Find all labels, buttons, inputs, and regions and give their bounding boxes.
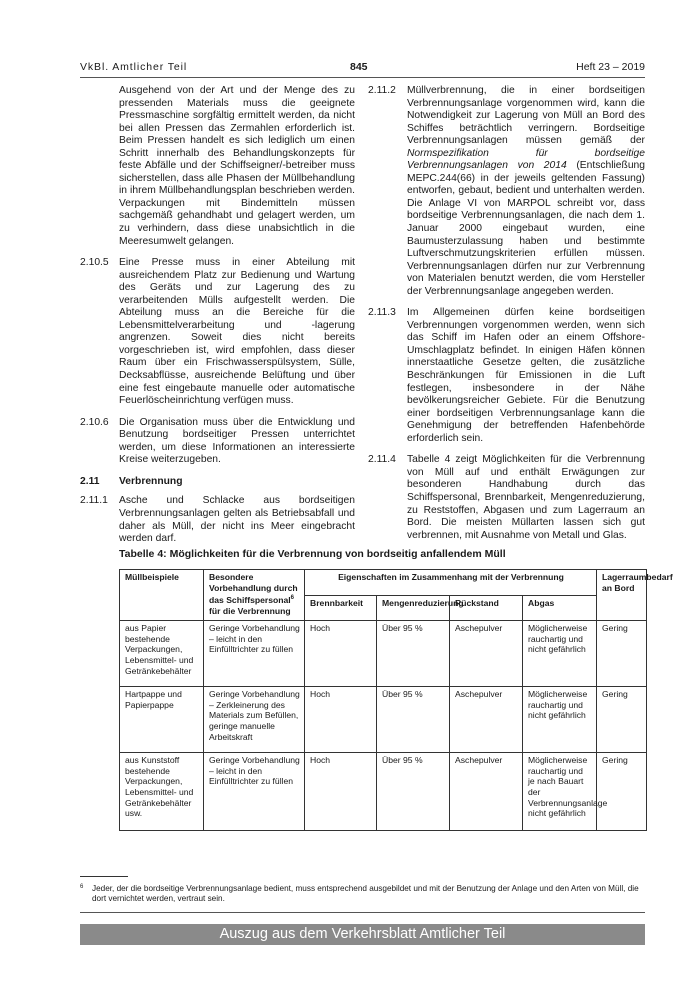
table-row — [120, 621, 647, 687]
header-exhaust: Abgas — [523, 595, 597, 621]
cell-storage: Gering — [597, 687, 647, 753]
cell-volume-reduction: Über 95 % — [377, 687, 450, 753]
header-residue: Rückstand — [450, 595, 523, 621]
paragraph-2-11-1 — [80, 495, 355, 545]
issue-label: Heft 23 – 2019 — [576, 61, 645, 73]
header-pretreatment-text: Besondere Vorbehandlung durch das Schiffspersonal — [209, 572, 298, 606]
section-title: Verbrennung — [119, 475, 183, 487]
section-heading-2-11 — [80, 476, 355, 489]
footnote-marker: 6 — [80, 884, 84, 890]
header-examples: Müllbeispiele — [120, 570, 204, 621]
table-row — [120, 753, 647, 831]
header-pretreatment — [204, 570, 305, 621]
cell-residue: Aschepulver — [450, 753, 523, 831]
paragraph-2-11-3 — [368, 307, 645, 445]
cell-volume-reduction: Über 95 % — [377, 621, 450, 687]
footnote — [80, 884, 645, 905]
footnote-rule — [80, 912, 645, 913]
paragraph-number: 2.11.3 — [368, 307, 396, 319]
paragraph-intro — [80, 85, 355, 248]
cell-exhaust: Möglicherweise rauchartig und nicht gefährlich — [523, 621, 597, 687]
cell-pretreatment: Geringe Vorbehandlung – Zerkleinerung des Materials zum Befüllen, geringe manuelle Arbeitskraft — [204, 687, 305, 753]
cell-combustibility: Hoch — [305, 753, 377, 831]
paragraph-text: Eine Presse muss in einer Abteilung mit ausreichendem Platz zur Bedienung und Wartung des Geräts und zur Lagerung des zu verarbeitenden Mülls aufgestellt werden. Die Abteilung muss an die Bereiche für die Lebensmittelverarbeitung und -lagerung angrenzen. Soweit dies nicht bereits vorgeschrieben ist, wird empfohlen, dass dieser Raum über ein Frischwasserspülsystem, Sülle, Decksabflüsse, ausreichende Belüftung und über eine fest eingebaute manuelle oder automatische Feuerlöscheinrichtung verfügen muss. — [119, 257, 355, 407]
table-row — [120, 687, 647, 753]
paragraph-text: Müllverbrennung, die in einer bordseitigen Verbrennungsanlage vorgenommen wird, kann die Notwendigkeit zur Lagerung von Müll an Bord des Schiffes beträchtlich verringern. Bordseitige Verbrennungsanlagen müssen gemäß der — [407, 85, 645, 147]
paragraph-2-10-5 — [80, 257, 355, 408]
header-properties-group: Eigenschaften im Zusammenhang mit der Verbrennung — [305, 570, 597, 596]
footer-banner: Auszug aus dem Verkehrsblatt Amtlicher Teil — [80, 924, 645, 945]
table-header-row — [120, 570, 647, 596]
header-volume-reduction: Mengenreduzierung — [377, 595, 450, 621]
paragraph-number: 2.10.6 — [80, 416, 109, 428]
incineration-table — [119, 569, 673, 831]
cell-exhaust: Möglicherweise rauchartig und je nach Bauart der Verbrennungsanlage nicht gefährlich — [523, 753, 597, 831]
page-number: 845 — [350, 61, 368, 73]
cell-example: Hartpappe und Papierpappe — [120, 687, 204, 753]
table-caption: Tabelle 4: Möglichkeiten für die Verbrennung von bordseitig anfallendem Müll — [119, 548, 506, 560]
paragraph-2-10-6 — [80, 417, 355, 467]
header-pretreatment-tail: für die Verbrennung — [209, 605, 291, 616]
paragraph-number: 2.11.2 — [368, 85, 396, 96]
paragraph-text: Tabelle 4 zeigt Möglichkeiten für die Verbrennung von Müll auf und enthält Erwägungen zur besonderen Handhabung durch das Schiffspersonal, Brennbarkeit, Mengenreduzierung, zu Reststoffen, Abgasen und zum Lagerraum an Bord. Die meisten Müllarten lassen sich gut verbrennen, mit Ausnahme von Metall und Glas. — [407, 454, 645, 541]
cell-storage: Gering — [597, 753, 647, 831]
right-column — [368, 85, 645, 551]
cell-residue: Aschepulver — [450, 687, 523, 753]
cell-residue: Aschepulver — [450, 621, 523, 687]
paragraph-2-11-2 — [368, 85, 645, 298]
header-rule — [80, 77, 645, 78]
left-column — [80, 85, 355, 555]
running-header — [80, 61, 645, 75]
paragraph-number: 2.11.1 — [80, 495, 108, 507]
header-storage: Lagerraumbedarf an Bord — [597, 570, 647, 621]
cell-combustibility: Hoch — [305, 687, 377, 753]
cell-combustibility: Hoch — [305, 621, 377, 687]
standard-reference: Normspezifikation für bordseitige Verbrennungsanlagen von 2014 — [407, 147, 645, 172]
paragraph-2-11-4 — [368, 454, 645, 542]
header-combustibility: Brennbarkeit — [305, 595, 377, 621]
footnote-separator — [80, 876, 128, 877]
paragraph-text: Ausgehend von der Art und der Menge des zu pressenden Materials muss die geeignete Pressmaschine sorgfältig ermittelt werden, da nicht bei allen Pressen das Zermahlen erforderlich ist. Beim Pressen handelt es sich lediglich um einen Schritt innerhalb des Behandlungskonzepts für feste Abfälle und der Schiffseigner/-betreiber muss sicherstellen, dass alle Phasen der Müllbehandlung in ihrem Müllbehandlungsplan beschrieben werden. Verpackungen mit Bindemitteln müssen sachgemäß gehandhabt und gelagert werden, um zu verhindern, dass diese unabsichtlich in die Meeresumwelt gelangen. — [119, 85, 355, 247]
cell-example: aus Papier bestehende Verpackungen, Lebensmittel- und Getränkebehälter — [120, 621, 204, 687]
paragraph-number: 2.11.4 — [368, 454, 396, 466]
cell-pretreatment: Geringe Vorbehandlung – leicht in den Einfülltrichter zu füllen — [204, 753, 305, 831]
journal-name: VkBl. Amtlicher Teil — [80, 61, 188, 73]
cell-storage: Gering — [597, 621, 647, 687]
section-number: 2.11 — [80, 475, 100, 487]
paragraph-text-cont: (Entschließung MEPC.244(66) in der jeweils geltenden Fassung) entworfen, gebaut, bedient und unterhalten werden. Die Anlage VI von MARPOL schreibt vor, dass bordseitige Verbrennungsanlagen, die nach dem 1. Januar 2000 eingebaut wurden, eine Baumusterzulassung haben und bestimmte Luftverschmutzungskriterien erfüllen müssen. Verbrennungsanlagen dürfen nur zur Verbrennung von Materialen benutzt werden, die vom Hersteller der Verbrennungsanlage angegeben werden. — [407, 160, 645, 297]
cell-exhaust: Möglicherweise rauchartig und nicht gefährlich — [523, 687, 597, 753]
paragraph-text: Asche und Schlacke aus bordseitigen Verbrennungsanlagen gelten als Betriebsabfall und daher als Müll, der nicht ins Meer eingebracht werden darf. — [119, 495, 355, 545]
cell-example: aus Kunststoff bestehende Verpackungen, Lebensmittel- und Getränkebehälter usw. — [120, 753, 204, 831]
cell-pretreatment: Geringe Vorbehandlung – leicht in den Einfülltrichter zu füllen — [204, 621, 305, 687]
cell-volume-reduction: Über 95 % — [377, 753, 450, 831]
footnote-ref[interactable]: 6 — [290, 595, 295, 602]
paragraph-text: Die Organisation muss über die Entwicklung und Benutzung bordseitiger Pressen unterrichtet werden, um diese Informationen an interessierte Kreise weiterzugeben. — [119, 416, 355, 466]
paragraph-text: Im Allgemeinen dürfen keine bordseitigen Verbrennungen vorgenommen werden, wenn sich das Schiff im Hafen oder an einem Offshore-Umschlagplatz befindet. In einigen Häfen können innerstaatliche Gesetze gelten, die zusätzliche Beschränkungen für Emissionen in die Luft festlegen, insbesondere in der Nähe bevölkerungsreicher Gebiete. Für die Benutzung einer bordseitigen Verbrennungsanlage kann die Genehmigung der betreffenden Hafenbehörde erforderlich sein. — [407, 307, 645, 444]
footnote-text: Jeder, der die bordseitige Verbrennungsanlage bedient, muss entsprechend ausgebildet und mit der Benutzung der Anlage und den Arten von Müll, die dort vernichtet werden, vertraut sein. — [92, 884, 639, 904]
paragraph-number: 2.10.5 — [80, 257, 109, 269]
